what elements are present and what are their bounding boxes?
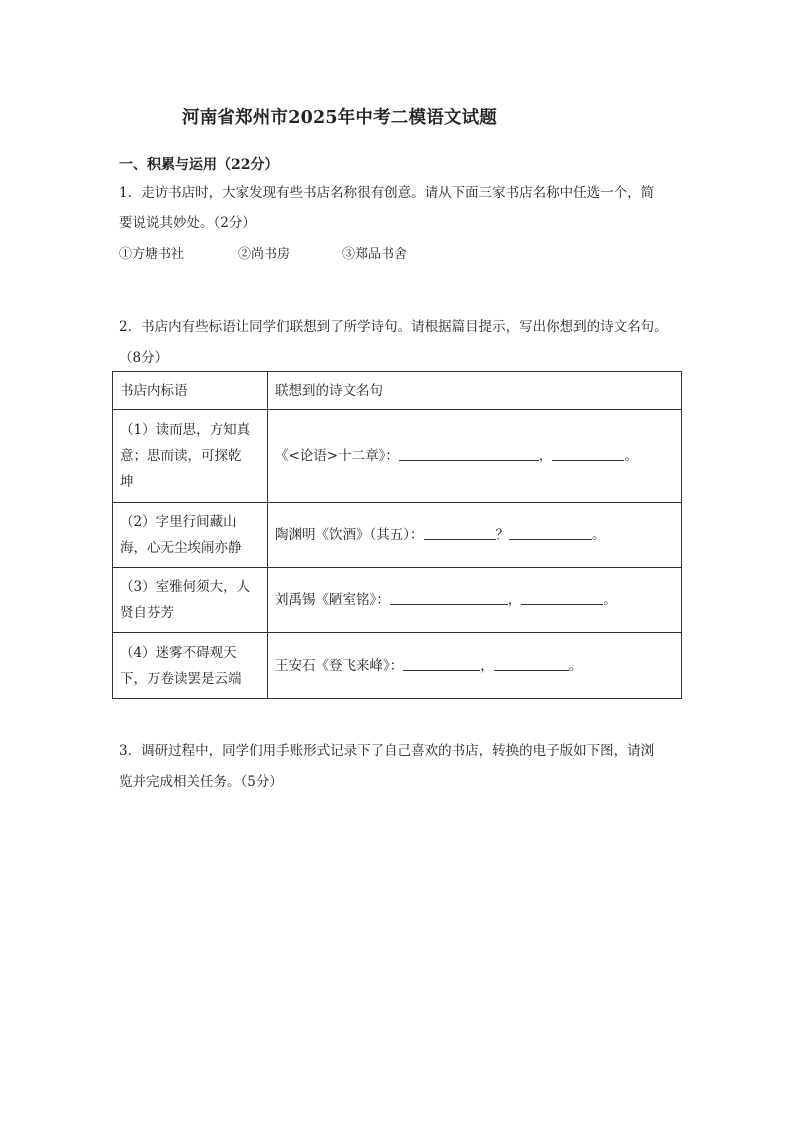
q1-option-3: ③郑品书舍 [342,247,408,262]
answer-blank[interactable] [521,590,603,605]
slogan-line: 海，心无尘埃闹亦静 [120,540,242,556]
slogan-cell [113,568,268,633]
poem-source: 王安石《登飞来峰》： [275,657,404,674]
answer-cell [268,568,682,633]
q1-option-1: ①方塘书社 [119,247,185,262]
slogan-cell [113,503,268,568]
section-heading: 一、积累与运用（22分） [119,157,279,173]
poem-source: 《<论语>十二章》： [275,448,399,464]
answer-blank[interactable] [390,590,508,605]
slogan-cell [113,633,268,699]
punctuation: ， [507,592,522,608]
table-row [113,568,682,633]
slogan-line: （2）字里行间藏山 [120,514,237,530]
slogan-line: 坤 [120,474,134,490]
punctuation: 。 [592,527,606,543]
answer-blank[interactable] [494,656,569,671]
q1-option-2: ②尚书房 [238,247,291,262]
answer-blank[interactable] [424,525,496,540]
table-header-row [113,372,682,410]
punctuation: 。 [568,657,583,674]
poem-source: 陶渊明《饮酒》（其五）： [275,527,424,543]
q1-text-line1: 1．走访书店时，大家发现有些书店名称很有创意。请从下面三家书店名称中任选一个，简 [119,185,655,201]
slogan-line: 下，万卷读罢是云端 [120,670,242,687]
punctuation: ？ [495,527,509,543]
q1-text-line2: 要说说其妙处。（2分） [119,215,256,231]
table-row [113,633,682,699]
slogan-line: 贤自芬芳 [120,605,174,621]
punctuation: 。 [624,448,638,464]
q2-text-line2: （8分） [119,350,169,366]
q3-text-line1: 3．调研过程中，同学们用手账形式记录下了自己喜欢的书店，转换的电子版如下图，请浏 [119,743,655,759]
poetry-table [112,371,682,699]
punctuation: 。 [603,592,617,608]
slogan-line: （4）迷雾不碍观天 [120,644,237,661]
page-title: 河南省郑州市2025年中考二模语文试题 [182,108,498,128]
answer-blank[interactable] [509,525,592,540]
header-slogan: 书店内标语 [113,372,268,410]
q2-text-line1: 2．书店内有些标语让同学们联想到了所学诗句。请根据篇目提示，写出你想到的诗文名句。 [119,319,668,335]
answer-blank[interactable] [399,446,539,461]
answer-cell [268,503,682,568]
table-row [113,503,682,568]
answer-blank[interactable] [403,656,480,671]
q3-text-line2: 览并完成相关任务。（5分） [119,774,283,790]
slogan-line: （3）室雅何须大，人 [120,579,251,595]
punctuation: ， [538,448,553,464]
header-poetry: 联想到的诗文名句 [268,372,682,410]
slogan-line: （1）读而思，方知真 [120,422,251,438]
answer-cell [268,410,682,503]
answer-cell [268,633,682,699]
table-row [113,410,682,503]
punctuation: ， [480,657,494,674]
answer-blank[interactable] [552,446,624,461]
slogan-cell [113,410,268,503]
poem-source: 刘禹锡《陋室铭》： [275,592,390,608]
slogan-line: 意；思而读，可探乾 [120,448,242,464]
